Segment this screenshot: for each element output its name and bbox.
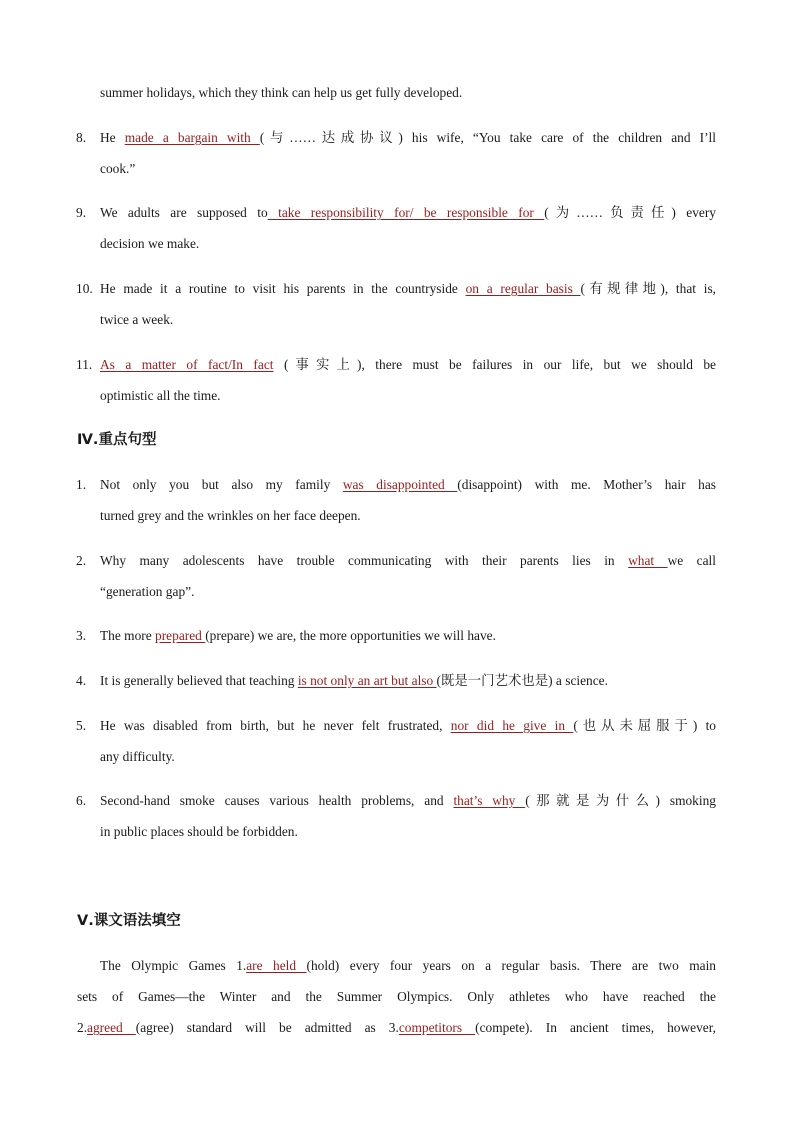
item-number: 4. [76,673,87,688]
answer-blank: was disappointed [342,477,458,492]
intro-line: summer holidays, which they think can help us get fully developed. [100,85,463,100]
item-line: He was disabled from birth, but he never felt frustrated, nor did he give in (也从未屈服于) to [100,718,717,733]
item-number: 5. [76,718,87,733]
item-line: Second-hand smoke causes various health problems, and that’s why (那就是为什么) smoking [100,793,716,808]
item-line: He made it a routine to visit his parents in the countryside on a regular basis (有规律地), that is, [100,281,716,296]
item-number: 2. [76,553,87,568]
paragraph-line: sets of Games—the Winter and the Summer Olympics. Only athletes who have reached the [77,989,716,1004]
answer-blank: made a bargain with [124,130,260,145]
item-line: As a matter of fact/In fact (事实上), there must be failures in our life, but we should be [100,357,716,372]
item-line: Why many adolescents have trouble communicating with their parents lies in what we call [100,553,716,568]
answer-blank: agreed [87,1020,136,1035]
answer-blank: are held [246,958,307,973]
item-number: 6. [76,793,87,808]
item-number: 11. [76,357,93,372]
answer-blank: competitors [398,1020,476,1035]
answer-blank: nor did he give in [450,718,574,733]
item-line: The more prepared (prepare) we are, the more opportunities we will have. [100,628,496,643]
paragraph-line: 2.agreed (agree) standard will be admitted as 3.competitors (compete). In ancient times, however, [77,1020,716,1035]
answer-blank: what [628,553,668,568]
item-line-2: in public places should be forbidden. [100,824,298,839]
item-number: 3. [76,628,87,643]
answer-blank: that’s why [453,793,526,808]
answer-blank: take responsibility for/ be responsible for [267,205,545,220]
item-line: We adults are supposed to take responsibility for/ be responsible for (为……负责任) every [100,205,716,220]
item-line-2: optimistic all the time. [100,388,221,403]
answer-blank: prepared [155,628,206,643]
item-line-2: cook.” [100,161,136,176]
item-line: He made a bargain with (与……达成协议) his wife, “You take care of the children and I’ll [100,130,716,145]
item-line: It is generally believed that teaching is not only an art but also (既是一门艺术也是) a science. [100,673,608,688]
item-number: 1. [76,477,87,492]
answer-blank: As a matter of fact/In fact [100,357,274,372]
item-line-2: any difficulty. [100,749,175,764]
item-line-2: turned grey and the wrinkles on her face deepen. [100,508,361,523]
item-line: Not only you but also my family was disappointed (disappoint) with me. Mother’s hair has [100,477,716,492]
item-number: 9. [76,205,87,220]
item-number: 10. [76,281,93,296]
item-line-2: twice a week. [100,312,174,327]
answer-blank: is not only an art but also [297,673,437,688]
section-heading: Ⅴ.课文语法填空 [77,913,181,929]
item-line-2: decision we make. [100,236,200,251]
item-number: 8. [76,130,87,145]
item-line-2: “generation gap”. [100,584,195,599]
section-heading: Ⅳ.重点句型 [77,432,157,448]
paragraph-line: The Olympic Games 1.are held (hold) every four years on a regular basis. There are two main [100,958,716,973]
answer-blank: on a regular basis [465,281,581,296]
